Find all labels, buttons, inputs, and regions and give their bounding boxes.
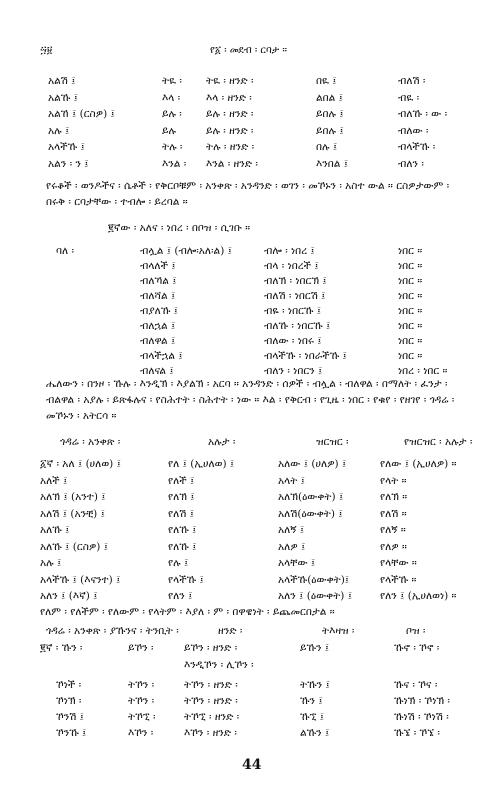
table-cell: የላት ። [380,474,407,487]
table-cell: ይኾን ፡ ዘንድ ፡ [184,642,238,654]
table-cell: ኾነኽ ፡ [56,695,82,707]
table-cell: ፩ኛ ፡ አለ ፤ (ሀለወ) ፤ [40,458,121,470]
table-cell: አሉ ፤ [48,124,70,137]
table-cell: የለች ፤ [168,474,195,487]
table-cell: አለሽ ፤ (አንቺ) ፤ [40,507,105,520]
table-cell: ዘንድ ፡ [218,625,243,637]
table-cell: የለ ፤ (ኢሀለወ) ፤ [168,458,235,470]
table-cell: ይኾን ፡ [128,642,154,654]
table-cell: ልኹን ፤ [300,727,330,739]
table-cell: ኹነኽ ፡ ኾነኽ ፡ [394,695,450,707]
table-cell: ይሉ ፡ ዘንድ ፡ [206,124,254,137]
table-cell: አላችኹ ፤ [48,141,85,153]
paragraph-2: ሔለውን ፡ በንዞ ፡ ኹሉ ፡ እንዲኽ ፡ እያልኽ ፡ አርባ ። አንዳንድ ፡ ሰዎች ፡ ብሏል ፡ ብለዋል ፡ በማለት ፡ ፈንታ ፡ ብልዋል ፡ አያሉ ፡ ይጽፋሉና ፡ የስሕተት ፡ ስሕተት ፡ ነው ። እል ፡ የቅርብ ፡ የጊዜ ፡ ነበር ፡ የቁየ ፡ የዘገየ ፡ ጎዳሬ ፡ መኾኑን ፡ አትርሳ ። [46,378,455,422]
table-cell: አለኽ(ዕውቀት) ፤ [278,491,344,503]
table-cell: ኾነች ፡ [56,679,82,691]
table-cell: አለን ፤ (ዕውቀት) ፤ [278,590,353,602]
table-cell: የለሽ ። [380,507,407,520]
table-cell: ይሉ ፡ [162,108,182,120]
table-cell: ብለው ፡ ነበሩ ፤ [264,335,322,347]
table-cell: ብለው ፡ [398,124,429,137]
table-cell: ብላ ፡ ነበረች ፤ [264,260,319,272]
table-cell: ነበር ። [398,245,423,257]
table-cell: ነበር ። [398,260,423,272]
table-cell: ብዪ ፡ [398,91,420,104]
table-cell: የለኽ ። [380,491,408,503]
table-cell: የለው ፤ (ኢሀለዎ) ። [380,458,457,470]
table-cell: አለዎ ፤ [278,540,306,553]
table-cell: የለሽ ፤ [168,507,194,520]
table-cell: ትኾን ፡ [128,695,155,707]
table-cell: ትዪ ፡ [162,75,182,87]
table-cell: እንል ፡ [162,157,187,170]
table-cell: ልበል ፤ [316,91,343,104]
table-cell: አላችኹ ፤ (እናንተ) ፤ [40,573,121,586]
table-cell: እላ ፡ [162,91,181,104]
table-cell: በሉ ፤ [316,141,338,153]
table-cell: ትዪ ፡ ዘንድ ፡ [206,75,254,87]
table-cell: አልኸ ፤ (ርስዎ) ፤ [48,108,115,120]
page-header-number: ፵፱ [40,45,53,56]
table-cell: እንል ፡ ዘንድ ፡ [206,157,258,170]
table-cell: አላት ፤ [278,474,305,487]
table-cell: ብሏል ፤ (ብሎ፡አለ፡ል) ፤ [140,245,232,257]
table-cell: እኾን ፡ ዘንድ ፡ [184,727,237,739]
table-cell: አላቸው ፤ [278,557,316,569]
table-cell: ኹኜ ፡ ኾኜ ፡ [394,727,440,739]
table-cell: ብለኋል ፤ [140,320,176,332]
note-line: የለም ፡ የለችም ፡ የለውም ፡ የላትም ፡ እያለ ፡ ም ፡ በዋዌነት ፡ ይጨመርበታል ። [40,606,335,618]
table-cell: ትኾን ፡ ዘንድ ፡ [184,695,238,707]
table-cell: ነበር ። [398,320,423,332]
table-cell: ብዬ ፡ ነበርኹ ፤ [264,305,322,317]
paragraph-1: የሩቆች ፡ ወንዶችና ፡ ሴቶች ፡ የቅርቦቹም ፡ አንቀጽ ፡ አንዳንድ ፡ ወገን ፡ መኾኑን ፡ አስተ ውል ። ርስዎታውም ፡ በሩቅ ፡ ርባታቸው ፡ ተብሎ ፡ ይረባል ። [46,180,450,208]
table-cell: በዪ ፤ [316,75,337,87]
table-cell: ትኹን ፤ [300,679,330,691]
table-cell: ነበር ። [398,350,423,362]
table-cell: ኾንሽ ፤ [56,711,84,723]
table-cell: አለሽ(ዕውቀት) ፤ [278,507,343,520]
table-cell: እንበል ፤ [316,157,349,170]
table-cell: የላችኹ ። [380,573,417,586]
table-2-title: ፪ኛው ፡ አለና ፡ ነበረ ፡ በቦዝ ፡ ሲገቡ ። [108,222,251,234]
table-cell: የለን ፤ [168,590,193,602]
table-cell: ብለሽ ፡ ነበርሽ ፤ [264,290,326,302]
table-cell: ብላለች ፤ [140,260,176,272]
table-cell: አልን ፡ ን ፤ [48,157,89,170]
table-cell: ነበረ ፡ ነበር ። [398,365,448,377]
table-cell: አለች ፤ [40,474,68,487]
table-cell: ብለናል ፤ [140,365,174,377]
table-cell: አለው ፤ (ሀለዎ) ፤ [278,458,347,470]
table-cell: ብያለኹ ፤ [140,305,178,317]
table-cell: ይሉ [162,124,176,137]
table-cell: የለኽ ፤ [168,491,195,503]
table-cell: ብላችኋል ፤ [140,350,183,362]
table-cell: አሉ ፤ [40,557,62,569]
table-cell: የለዎ ። [380,540,407,553]
table-4-subline: እንዲኾን ፡ ሊኾን ፡ [184,659,254,671]
table-cell: የላቸው ። [380,557,417,569]
table-cell: ነበር ። [398,275,423,287]
table-cell: ብለሻል ፤ [140,290,176,302]
table-cell: ኾንኹ ፤ [56,727,87,739]
table-cell: ይበሉ ፤ [316,124,344,137]
table-cell: አለኹ ፤ (ርስዎ) ፤ [40,540,109,553]
table-cell: ብለኻል ፤ [140,275,177,287]
table-cell: ነበር ። [398,335,423,347]
table-cell: ብለን ፡ [398,157,424,170]
table-cell: ትኾኚ ፡ ዘንድ ፡ [184,711,240,723]
table-cell: የለኹ ፤ [168,524,197,536]
table-cell: ብሎ ፡ ነበረ ፤ [264,245,315,257]
table-cell: ብለኹ ፡ ው ፡ [398,108,448,120]
table-cell: ትኾኚ ፡ [128,711,156,723]
table-cell: ኹና ፡ ኾና ፡ [394,679,438,691]
table-cell: ይሉ ፡ ዘንድ ፡ [206,108,254,120]
page-header-title: የ፩ ፡ መደብ ፡ ርባታ ። [210,45,288,56]
table-cell: አለኝ ፤ [278,524,305,536]
table-cell: እኾን ፡ [128,727,154,739]
table-cell: ነበር ። [398,305,423,317]
table-cell: ብለዋል ፤ [140,335,176,347]
table-cell: ኹን ፤ [300,695,323,707]
table-cell: የሉ ፤ [168,557,189,569]
table-cell: አልኹ ፤ [48,91,78,104]
table-cell: ዝርዝር ፡ [316,436,349,448]
table-cell: ትኾን ፡ [128,679,155,691]
table-cell: አሉታ ፡ [208,436,236,448]
table-cell: ብለኹ ፡ ነበርኹ ፤ [264,320,331,332]
table-cell: ትሉ ፡ ዘንድ ፡ [206,141,255,153]
table-cell: ትእዛዝ ፡ [322,625,355,637]
table-cell: ቦዝ ፡ [406,625,426,637]
table-cell: የለኹ ፤ [168,540,197,553]
table-cell: ፪ኛ ፡ ኹን ፡ [40,642,83,654]
table-cell: ብለኽ ፡ ነበርኽ ፤ [264,275,327,287]
table-cell: ትኾን ፡ ዘንድ ፡ [184,679,238,691]
table-cell: ትሉ ፡ [162,141,183,153]
table-cell: አለኹ ፤ [40,524,70,536]
table-cell: ኹኚ ፤ [300,711,325,723]
table-cell: የለን ፤ (ኢሀለወነ) ። [380,590,457,602]
table-cell: የዝርዝር ፡ አሉታ ፡ [404,436,473,448]
page-number: 44 [242,757,262,773]
table-cell: የላችኹ ፤ [168,573,204,586]
table-cell: ብለን ፡ ነበርን ፤ [264,365,323,377]
table-cell: አለን ፤ (እኛ) ፤ [40,590,98,602]
table-cell: እላ ፡ ዘንድ ፡ [206,91,252,104]
table-cell: አልሽ ፤ [48,75,76,87]
table-cell: ብላችኹ ፡ ነበራችኹ ፤ [264,350,347,362]
table-cell: ይኹን ፤ [300,642,330,654]
table-cell: ይበሉ ፤ [316,108,344,120]
table-cell: ጎዳሬ ፡ አንቀጽ ፡ ያኹንና ፡ ትንቢት ፡ [46,625,179,637]
table-cell: ኹኖ ፡ ኾኖ ፡ [394,642,440,654]
table-cell: ጎዳሬ ፡ አንቀጽ ፡ [60,436,121,448]
table-cell: ብለሽ ፡ [398,75,426,87]
table-cell: አለኽ ፤ (አንተ) ፤ [40,491,106,503]
table-2-label: ባለ ፡ [56,245,74,257]
table-cell: የለኝ ። [380,524,406,536]
table-cell: ብላችኹ ፡ [398,141,436,153]
table-cell: አላችኹ(ዕውቀት)፤ [278,573,350,586]
table-cell: ነበር ። [398,290,423,302]
table-cell: ኹነሽ ፡ ኾነሽ ፡ [394,711,449,723]
